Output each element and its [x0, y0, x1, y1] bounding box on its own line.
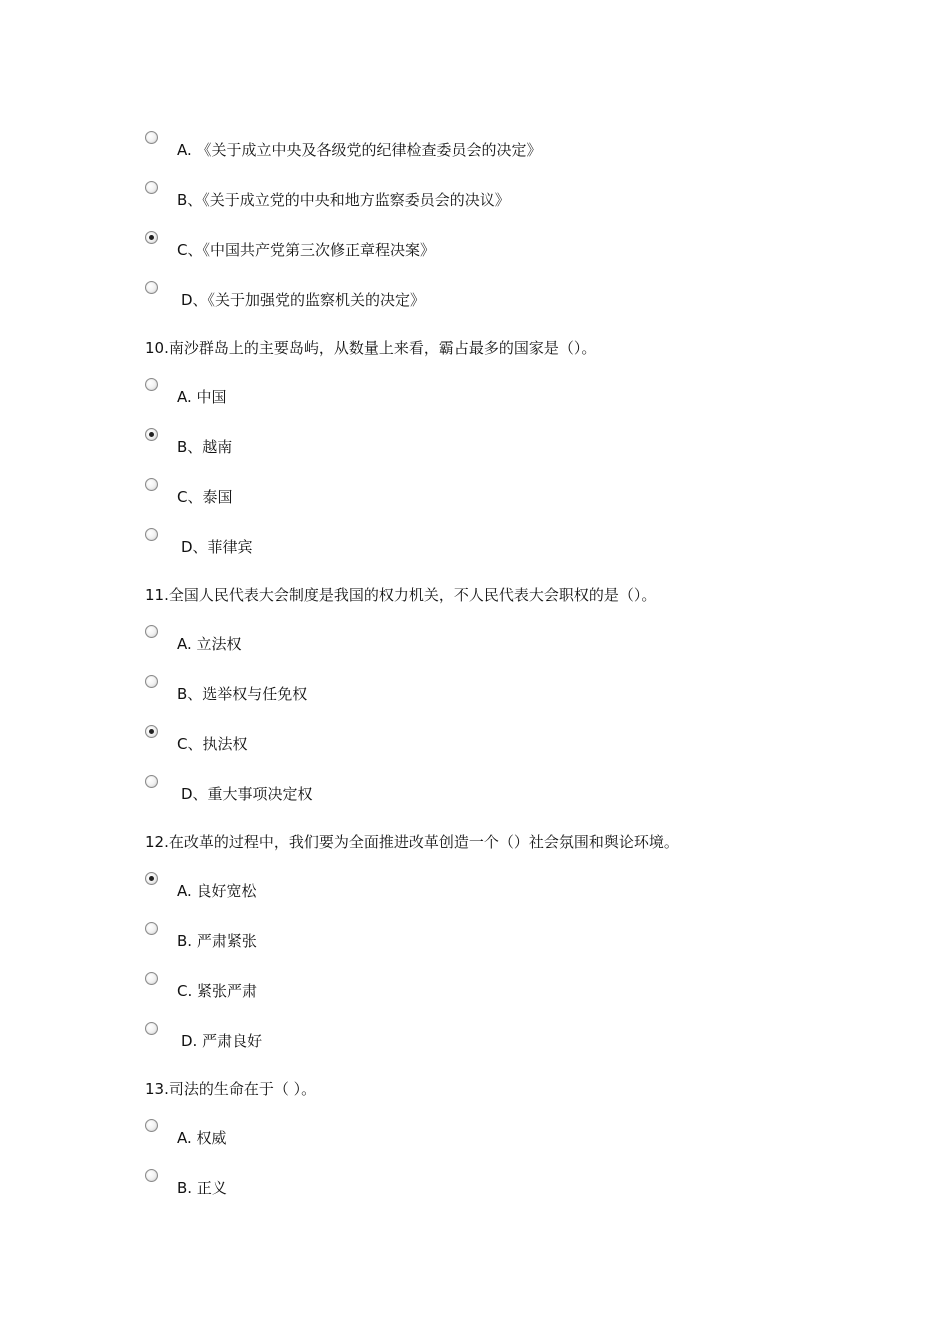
q10-option-a[interactable]: [0, 378, 950, 408]
q11-option-a[interactable]: [0, 625, 950, 655]
radio-button-icon[interactable]: [145, 281, 158, 294]
option-label: A. 中国: [177, 388, 227, 406]
option-label: C、《中国共产党第三次修正章程决案》: [177, 241, 435, 259]
radio-button-icon[interactable]: [145, 131, 158, 144]
radio-button-icon[interactable]: [145, 378, 158, 391]
radio-button-icon[interactable]: [145, 1169, 158, 1182]
radio-button-icon[interactable]: [145, 528, 158, 541]
q9-option-d[interactable]: [0, 281, 950, 311]
q12-option-c[interactable]: [0, 972, 950, 1002]
option-label: D、菲律宾: [181, 538, 253, 556]
option-label: B、选举权与任免权: [177, 685, 308, 703]
q12-option-a[interactable]: [0, 872, 950, 902]
radio-button-checked-icon[interactable]: [145, 231, 158, 244]
option-label: B、越南: [177, 438, 233, 456]
option-label: A. 《关于成立中央及各级党的纪律检查委员会的决定》: [177, 141, 542, 159]
q11-option-b[interactable]: [0, 675, 950, 705]
q10-option-d[interactable]: [0, 528, 950, 558]
option-label: D、重大事项决定权: [181, 785, 313, 803]
q10-option-c[interactable]: [0, 478, 950, 508]
question-10-text: 10.南沙群岛上的主要岛屿，从数量上来看，霸占最多的国家是（）。: [145, 339, 597, 357]
q12-option-b[interactable]: [0, 922, 950, 952]
option-label: C、泰国: [177, 488, 233, 506]
q11-option-c[interactable]: [0, 725, 950, 755]
option-label: C. 紧张严肃: [177, 982, 258, 1000]
radio-button-icon[interactable]: [145, 1119, 158, 1132]
radio-button-icon[interactable]: [145, 478, 158, 491]
radio-button-checked-icon[interactable]: [145, 428, 158, 441]
q11-option-d[interactable]: [0, 775, 950, 805]
option-label: D、《关于加强党的监察机关的决定》: [181, 291, 426, 309]
question-11-text: 11.全国人民代表大会制度是我国的权力机关，不人民代表大会职权的是（）。: [145, 586, 657, 604]
radio-button-icon[interactable]: [145, 625, 158, 638]
option-label: B、《关于成立党的中央和地方监察委员会的决议》: [177, 191, 510, 209]
option-label: A. 良好宽松: [177, 882, 257, 900]
question-12-text: 12.在改革的过程中，我们要为全面推进改革创造一个（）社会氛围和舆论环境。: [145, 833, 679, 851]
question-13-text: 13.司法的生命在于（ ）。: [145, 1080, 317, 1098]
option-label: B. 严肃紧张: [177, 932, 257, 950]
option-label: D. 严肃良好: [181, 1032, 263, 1050]
radio-button-icon[interactable]: [145, 775, 158, 788]
radio-button-icon[interactable]: [145, 1022, 158, 1035]
q9-option-c[interactable]: [0, 231, 950, 261]
q13-option-a[interactable]: [0, 1119, 950, 1149]
radio-button-icon[interactable]: [145, 922, 158, 935]
option-label: B. 正义: [177, 1179, 227, 1197]
q9-option-b[interactable]: [0, 181, 950, 211]
q12-option-d[interactable]: [0, 1022, 950, 1052]
option-label: A. 权威: [177, 1129, 227, 1147]
q9-option-a[interactable]: [0, 131, 950, 161]
option-label: A. 立法权: [177, 635, 242, 653]
radio-button-icon[interactable]: [145, 675, 158, 688]
radio-button-checked-icon[interactable]: [145, 725, 158, 738]
option-label: C、执法权: [177, 735, 248, 753]
radio-button-icon[interactable]: [145, 181, 158, 194]
radio-button-checked-icon[interactable]: [145, 872, 158, 885]
q13-option-b[interactable]: [0, 1169, 950, 1199]
q10-option-b[interactable]: [0, 428, 950, 458]
radio-button-icon[interactable]: [145, 972, 158, 985]
